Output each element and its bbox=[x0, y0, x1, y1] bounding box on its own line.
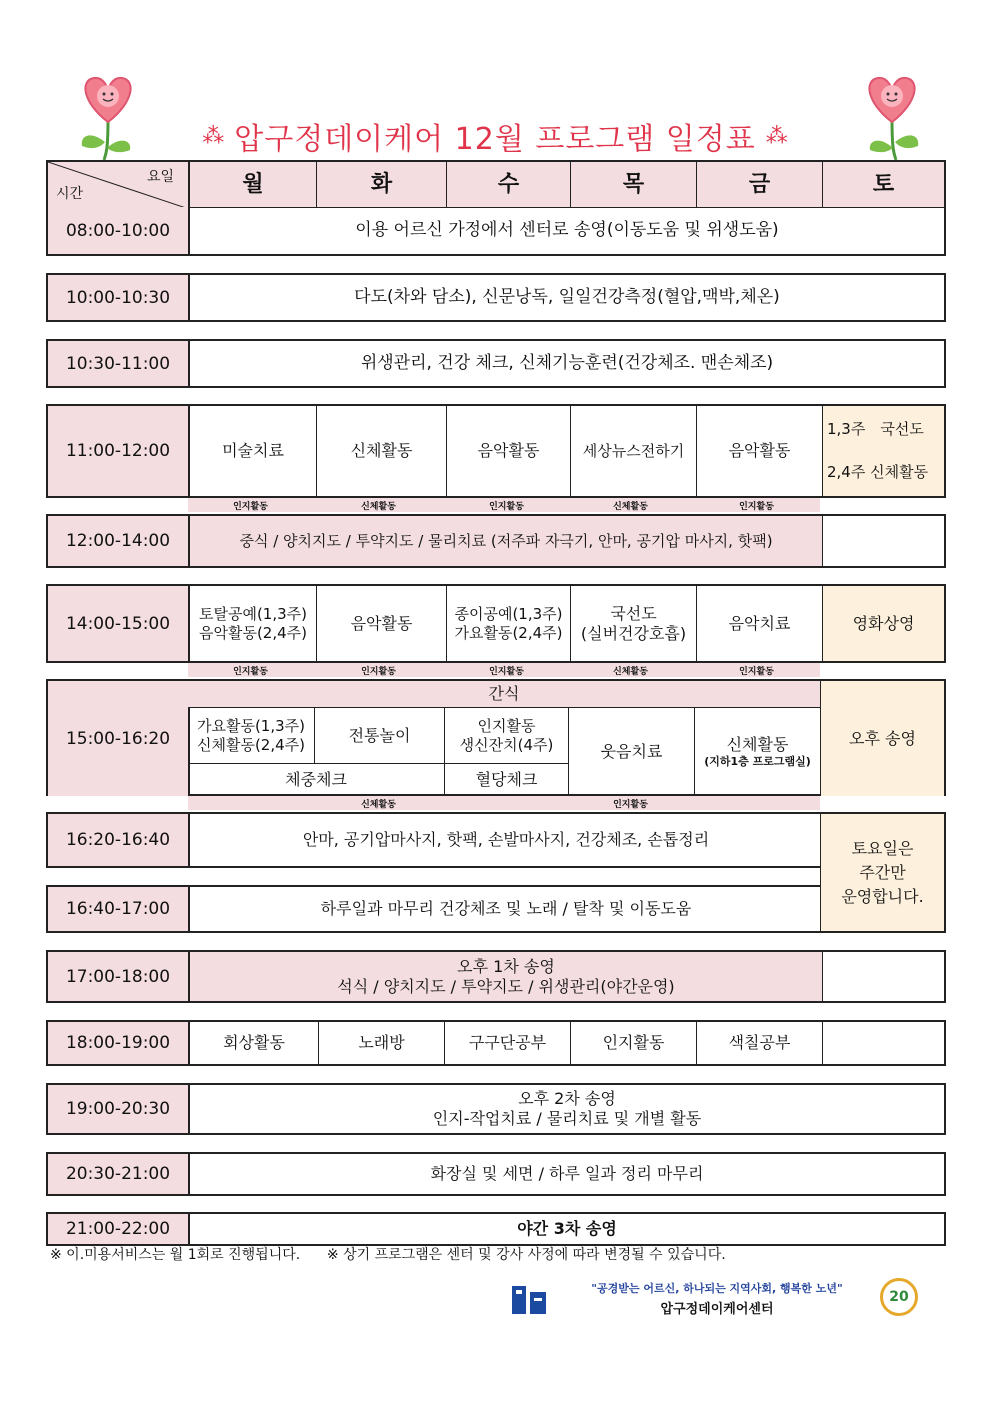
activity-cell: 다도(차와 담소), 신문낭독, 일일건강측정(혈압,맥박,체온) bbox=[354, 286, 780, 307]
day-mon: 월 bbox=[190, 162, 316, 207]
header-corner bbox=[48, 162, 190, 207]
sat-activity: 오후 송영 bbox=[820, 681, 944, 796]
thu-line-2: (실버건강호흡) bbox=[580, 623, 687, 643]
title-text: 압구정데이케어 12월 프로그램 일정표 bbox=[234, 122, 756, 157]
weight-check-cell: 체중체크 bbox=[188, 763, 444, 796]
fri-activity bbox=[694, 708, 820, 796]
time-cell: 11:00-12:00 bbox=[48, 406, 190, 496]
row-1620 bbox=[46, 812, 822, 868]
row-2100 bbox=[46, 1212, 946, 1246]
row-1700 bbox=[46, 950, 946, 1003]
time-cell: 16:40-17:00 bbox=[48, 887, 190, 931]
wed-line-2: 생신잔치(4주) bbox=[459, 735, 554, 754]
center-name: 압구정데이케어센터 bbox=[660, 1302, 774, 1317]
sat-activity: 영화상영 bbox=[822, 586, 944, 661]
wed-activity: 음악활동 bbox=[446, 406, 570, 496]
line-1: 오후 1차 송영 bbox=[457, 956, 555, 976]
line-1: 오후 2차 송영 bbox=[518, 1089, 616, 1108]
time-cell: 10:00-10:30 bbox=[48, 275, 190, 320]
day-sat: 토 bbox=[822, 162, 944, 207]
activity-cell: 안마, 공기압마사지, 핫팩, 손발마사지, 건강체조, 손톱정리 bbox=[302, 830, 710, 849]
thu-activity: 세상뉴스전하기 bbox=[570, 406, 696, 496]
tue-activity: 노래방 bbox=[318, 1022, 444, 1064]
activity-tag: 인지활동 bbox=[489, 667, 524, 677]
activity-cell bbox=[190, 1085, 944, 1133]
wed-line-1: 인지활동 bbox=[477, 716, 536, 735]
sat-note-line-2: 주간만 bbox=[859, 862, 906, 882]
time-cell: 16:20-16:40 bbox=[48, 814, 190, 866]
thu-activity bbox=[570, 586, 696, 661]
page-title bbox=[135, 112, 855, 160]
row-1800 bbox=[46, 1020, 946, 1066]
row-2030 bbox=[46, 1152, 946, 1196]
tue-activity: 음악활동 bbox=[316, 586, 446, 661]
activity-tag: 인지활동 bbox=[233, 502, 268, 512]
sat-empty bbox=[822, 516, 944, 566]
activity-tag: 신체활동 bbox=[361, 800, 396, 810]
activity-cell: 이용 어르신 가정에서 센터로 송영(이동도움 및 위생도움) bbox=[355, 219, 779, 240]
activity-cell bbox=[190, 952, 822, 1001]
row-1640 bbox=[46, 885, 822, 933]
mon-activity: 회상활동 bbox=[223, 1033, 285, 1052]
activity-tag: 인지활동 bbox=[233, 667, 268, 677]
time-cell: 15:00-16:20 bbox=[48, 681, 190, 796]
anniversary-badge-icon bbox=[880, 1278, 918, 1316]
time-cell: 12:00-14:00 bbox=[48, 516, 190, 566]
time-cell: 17:00-18:00 bbox=[48, 952, 190, 1001]
wed-line-2: 가요활동(2,4주) bbox=[454, 623, 563, 642]
activity-cell: 중식 / 양치지도 / 투약지도 / 물리치료 (저주파 자극기, 안마, 공기압 마사지, 핫팩) bbox=[190, 516, 822, 566]
time-label: 시간 bbox=[56, 186, 84, 202]
row-1500 bbox=[46, 679, 946, 796]
wed-activity bbox=[446, 586, 570, 661]
time-cell: 14:00-15:00 bbox=[48, 586, 190, 661]
fri-activity: 음악치료 bbox=[696, 586, 822, 661]
badge-number: 20 bbox=[889, 1289, 909, 1305]
line-2: 석식 / 양치지도 / 투약지도 / 위생관리(야간운영) bbox=[337, 976, 675, 996]
row-1900 bbox=[46, 1083, 946, 1135]
mon-activity: 미술치료 bbox=[222, 441, 284, 460]
row-1100 bbox=[46, 404, 946, 498]
tue-activity: 전통놀이 bbox=[314, 708, 444, 763]
day-thu: 목 bbox=[570, 162, 696, 207]
thu-activity: 웃음치료 bbox=[568, 708, 694, 796]
activity-tag: 인지활동 bbox=[739, 667, 774, 677]
wed-activity: 구구단공부 bbox=[444, 1022, 570, 1064]
footnote: ※ 이.미용서비스는 월 1회로 진행됩니다. ※ 상기 프로그램은 센터 및 강사 사정에 따라 변경될 수 있습니다. bbox=[50, 1247, 726, 1263]
sat-line-1: 1,3주 국선도 bbox=[827, 420, 924, 439]
sat-note-line-1: 토요일은 bbox=[851, 838, 914, 858]
time-cell: 18:00-19:00 bbox=[48, 1022, 190, 1064]
activity-tag: 인지활동 bbox=[361, 667, 396, 677]
line-2: 인지-작업치료 / 물리치료 및 개별 활동 bbox=[432, 1109, 702, 1128]
sparkle-icon: ⁂ bbox=[765, 123, 788, 149]
saturday-note bbox=[820, 812, 946, 933]
header-row bbox=[46, 160, 946, 208]
fri-line-2: (지하1층 프로그램실) bbox=[704, 755, 811, 769]
thu-line-1: 국선도 bbox=[610, 603, 657, 623]
activity-tag: 신체활동 bbox=[361, 502, 396, 512]
mon-line-1: 가요활동(1,3주) bbox=[196, 716, 305, 735]
time-cell: 19:00-20:30 bbox=[48, 1085, 190, 1133]
activity-cell: 하루일과 마무리 건강체조 및 노래 / 탈착 및 이동도움 bbox=[320, 899, 692, 918]
slogan: "공경받는 어르신, 하나되는 지역사회, 행복한 노년" bbox=[591, 1282, 843, 1295]
activity-cell: 야간 3차 송영 bbox=[517, 1219, 617, 1238]
day-label: 요일 bbox=[146, 169, 174, 185]
row-1000 bbox=[46, 273, 946, 322]
day-fri: 금 bbox=[696, 162, 822, 207]
thu-activity: 인지활동 bbox=[570, 1022, 696, 1064]
wed-activity bbox=[444, 708, 568, 763]
sat-activity bbox=[822, 406, 944, 496]
activity-cell: 위생관리, 건강 체크, 신체기능훈련(건강체조. 맨손체조) bbox=[360, 352, 774, 373]
sugar-check-cell: 혈당체크 bbox=[444, 763, 568, 796]
sat-note-line-3: 운영합니다. bbox=[841, 886, 924, 906]
activity-tag: 인지활동 bbox=[739, 502, 774, 512]
sat-line-2: 2,4주 신체활동 bbox=[827, 463, 929, 481]
tue-activity: 신체활동 bbox=[316, 406, 446, 496]
mon-line-2: 신체활동(2,4주) bbox=[196, 735, 305, 754]
activity-tag: 인지활동 bbox=[613, 800, 648, 810]
mon-activity bbox=[190, 586, 316, 661]
heart-flower-icon bbox=[852, 72, 932, 162]
row-1200 bbox=[46, 514, 946, 568]
activity-tag: 신체활동 bbox=[613, 502, 648, 512]
mon-activity bbox=[188, 708, 314, 763]
sparkle-icon: ⁂ bbox=[202, 123, 225, 149]
fri-line-1: 신체활동 bbox=[726, 735, 789, 755]
day-tue: 화 bbox=[316, 162, 446, 207]
time-cell: 08:00-10:00 bbox=[48, 207, 190, 254]
fri-activity: 색칠공부 bbox=[696, 1022, 822, 1064]
time-cell: 10:30-11:00 bbox=[48, 341, 190, 386]
sat-empty bbox=[822, 952, 944, 1001]
mon-line-2: 음악활동(2,4주) bbox=[198, 623, 307, 642]
row-1030 bbox=[46, 339, 946, 388]
center-logo-icon bbox=[510, 1282, 550, 1318]
snack-cell: 간식 bbox=[188, 681, 820, 708]
activity-tag: 신체활동 bbox=[613, 667, 648, 677]
activity-tag: 인지활동 bbox=[489, 502, 524, 512]
wed-line-1: 종이공예(1,3주) bbox=[454, 604, 563, 623]
day-wed: 수 bbox=[446, 162, 570, 207]
fri-activity: 음악활동 bbox=[696, 406, 822, 496]
center-logo-block bbox=[510, 1276, 930, 1324]
activity-cell: 화장실 및 세면 / 하루 일과 정리 마무리 bbox=[430, 1164, 704, 1183]
row-1400 bbox=[46, 584, 946, 663]
time-cell: 20:30-21:00 bbox=[48, 1154, 190, 1194]
time-cell: 21:00-22:00 bbox=[48, 1214, 190, 1244]
mon-line-1: 토탈공예(1,3주) bbox=[198, 604, 307, 623]
row-0800 bbox=[46, 207, 946, 256]
sat-empty bbox=[822, 1022, 944, 1064]
tag-bar bbox=[188, 796, 820, 810]
